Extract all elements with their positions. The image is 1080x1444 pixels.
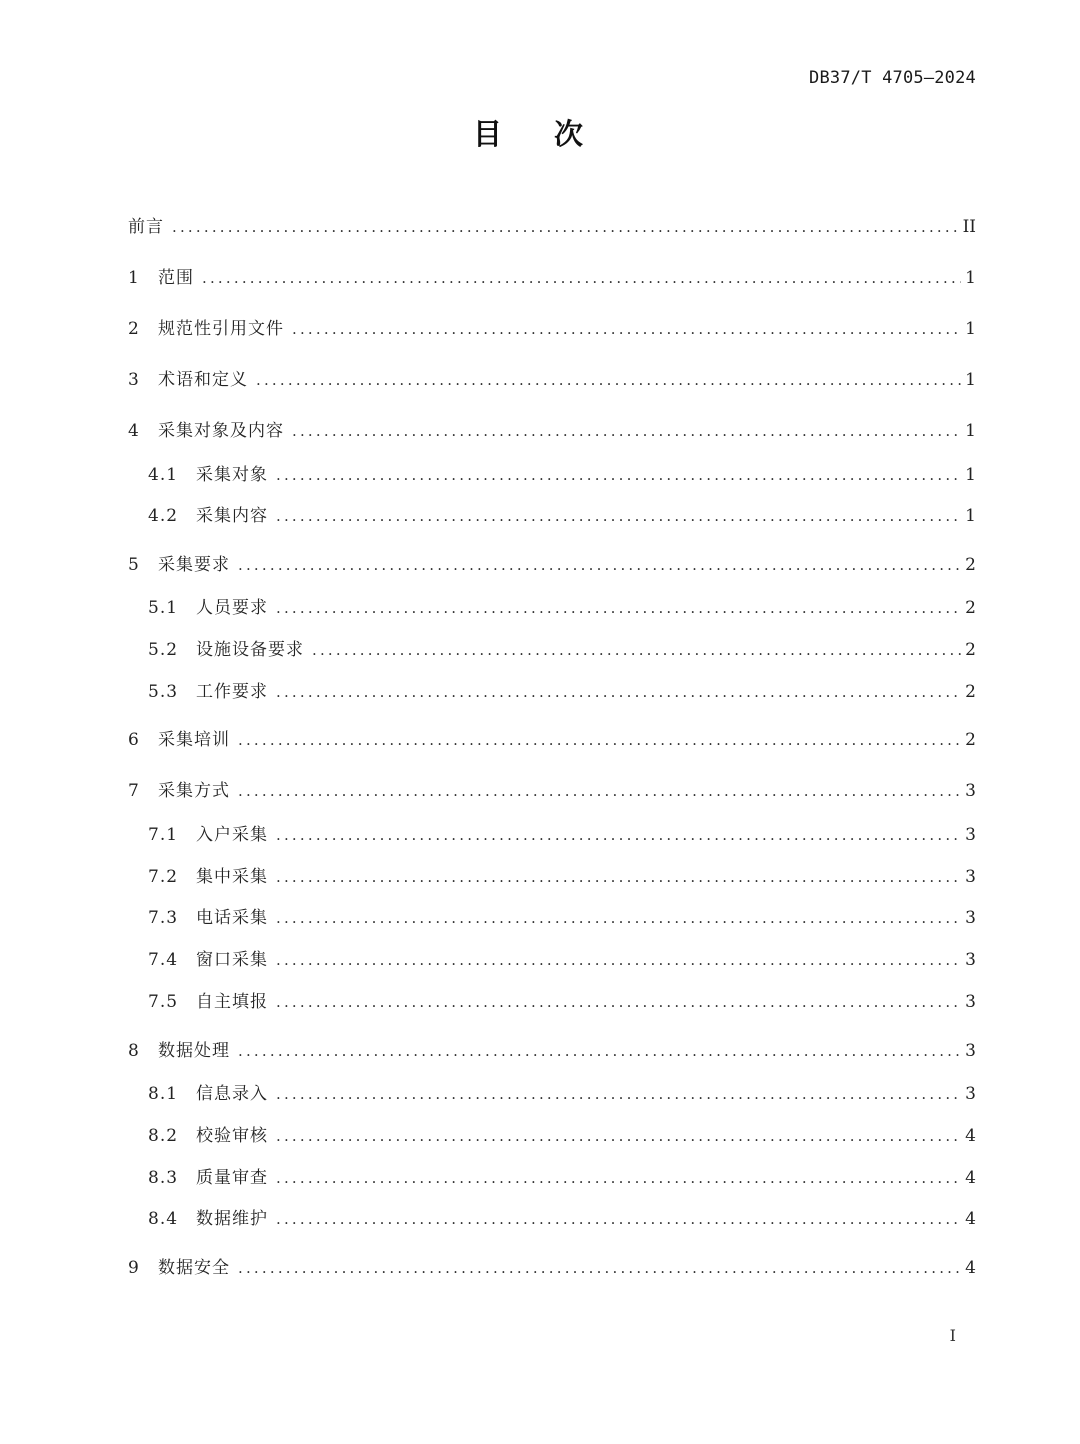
toc-entry-page: 3 [965, 992, 976, 1012]
toc-entry-page: 4 [965, 1209, 976, 1229]
toc-entry-8[interactable] [128, 1036, 976, 1066]
toc-entry-8-4[interactable] [148, 1204, 976, 1234]
dot-leader [276, 987, 961, 1017]
toc-entry-number: 4.1 [148, 465, 179, 485]
toc-entry-label: 质量审查 [196, 1168, 268, 1188]
dot-leader [276, 460, 961, 490]
dot-leader [238, 725, 961, 755]
toc-entry-page: 2 [965, 598, 976, 618]
toc-entry-7-2[interactable] [148, 862, 976, 892]
toc-entry-page: 4 [965, 1258, 976, 1278]
toc-entry-number: 9 [128, 1258, 139, 1278]
toc-entry-number: 3 [128, 370, 139, 390]
toc-entry-5-1[interactable] [148, 593, 976, 623]
toc-entry-foreword[interactable] [128, 212, 976, 242]
toc-entry-label: 窗口采集 [196, 950, 268, 970]
toc-entry-page: 2 [965, 682, 976, 702]
dot-leader [276, 1163, 961, 1193]
toc-entry-page: 1 [965, 268, 976, 288]
toc-entry-label: 信息录入 [196, 1084, 268, 1104]
toc-entry-number: 4 [128, 421, 139, 441]
toc-entry-6[interactable] [128, 725, 976, 755]
toc-entry-number: 7.5 [148, 992, 179, 1012]
toc-entry-2[interactable] [128, 314, 976, 344]
toc-entry-page: 3 [965, 867, 976, 887]
toc-entry-page: 1 [965, 465, 976, 485]
toc-entry-label: 采集培训 [158, 730, 230, 750]
toc-entry-4-2[interactable] [148, 501, 976, 531]
toc-entry-page: 2 [965, 555, 976, 575]
document-code: DB37/T 4705—2024 [809, 68, 976, 88]
toc-entry-number: 5 [128, 555, 139, 575]
toc-entry-number: 7 [128, 781, 139, 801]
toc-entry-8-3[interactable] [148, 1163, 976, 1193]
toc-entry-number: 5.2 [148, 640, 179, 660]
toc-entry-label: 集中采集 [196, 867, 268, 887]
toc-entry-label: 采集内容 [196, 506, 268, 526]
dot-leader [292, 314, 961, 344]
dot-leader [276, 945, 961, 975]
toc-entry-number: 2 [128, 319, 139, 339]
dot-leader [238, 550, 961, 580]
toc-entry-label: 电话采集 [196, 908, 268, 928]
dot-leader [276, 1079, 961, 1109]
toc-entry-page: II [962, 217, 976, 237]
toc-entry-page: 1 [965, 319, 976, 339]
toc-entry-page: 3 [965, 1084, 976, 1104]
toc-entry-page: 3 [965, 781, 976, 801]
toc-entry-label: 自主填报 [196, 992, 268, 1012]
toc-entry-8-2[interactable] [148, 1121, 976, 1151]
toc-entry-4[interactable] [128, 416, 976, 446]
toc-entry-7-4[interactable] [148, 945, 976, 975]
toc-entry-4-1[interactable] [148, 460, 976, 490]
toc-entry-number: 8 [128, 1041, 139, 1061]
toc-entry-5-3[interactable] [148, 677, 976, 707]
dot-leader [276, 903, 961, 933]
toc-entry-number: 5.1 [148, 598, 179, 618]
dot-leader [276, 677, 961, 707]
toc-entry-number: 5.3 [148, 682, 179, 702]
toc-entry-page: 4 [965, 1168, 976, 1188]
dot-leader [276, 1204, 961, 1234]
toc-entry-label: 采集方式 [158, 781, 230, 801]
toc-entry-number: 8.2 [148, 1126, 179, 1146]
toc-entry-number: 7.3 [148, 908, 179, 928]
toc-entry-5[interactable] [128, 550, 976, 580]
page-number: I [949, 1326, 956, 1345]
toc-entry-8-1[interactable] [148, 1079, 976, 1109]
dot-leader [276, 862, 961, 892]
toc-entry-number: 8.3 [148, 1168, 179, 1188]
toc-entry-page: 3 [965, 825, 976, 845]
toc-entry-label: 校验审核 [196, 1126, 268, 1146]
dot-leader [312, 635, 961, 665]
toc-entry-9[interactable] [128, 1253, 976, 1283]
dot-leader [292, 416, 961, 446]
toc-entry-7-1[interactable] [148, 820, 976, 850]
dot-leader [172, 212, 959, 242]
toc-entry-number: 7.4 [148, 950, 179, 970]
toc-entry-page: 2 [965, 640, 976, 660]
toc-entry-7[interactable] [128, 776, 976, 806]
toc-entry-label: 人员要求 [196, 598, 268, 618]
toc-entry-label: 前言 [128, 217, 164, 237]
dot-leader [238, 776, 961, 806]
toc-entry-number: 8.4 [148, 1209, 179, 1229]
dot-leader [276, 593, 961, 623]
toc-entry-page: 1 [965, 421, 976, 441]
toc-entry-label: 采集要求 [158, 555, 230, 575]
toc-entry-number: 8.1 [148, 1084, 179, 1104]
toc-entry-page: 4 [965, 1126, 976, 1146]
dot-leader [238, 1036, 961, 1066]
toc-entry-3[interactable] [128, 365, 976, 395]
toc-entry-label: 设施设备要求 [196, 640, 304, 660]
dot-leader [256, 365, 961, 395]
dot-leader [276, 1121, 961, 1151]
toc-entry-page: 1 [965, 506, 976, 526]
toc-entry-number: 7.2 [148, 867, 179, 887]
toc-entry-label: 工作要求 [196, 682, 268, 702]
toc-entry-label: 规范性引用文件 [158, 319, 284, 339]
toc-entry-7-3[interactable] [148, 903, 976, 933]
toc-entry-label: 数据处理 [158, 1041, 230, 1061]
toc-entry-number: 6 [128, 730, 139, 750]
page-title: 目次 [472, 117, 635, 151]
toc-entry-label: 采集对象 [196, 465, 268, 485]
toc-entry-7-5[interactable] [148, 987, 976, 1017]
toc-entry-1[interactable] [128, 263, 976, 293]
toc-entry-page: 3 [965, 950, 976, 970]
toc-entry-number: 4.2 [148, 506, 179, 526]
toc-entry-page: 3 [965, 1041, 976, 1061]
toc-entry-label: 数据安全 [158, 1258, 230, 1278]
toc-entry-number: 7.1 [148, 825, 179, 845]
toc-entry-page: 2 [965, 730, 976, 750]
toc-entry-label: 数据维护 [196, 1209, 268, 1229]
toc-entry-number: 1 [128, 268, 139, 288]
toc-entry-page: 3 [965, 908, 976, 928]
dot-leader [276, 501, 961, 531]
toc-entry-label: 范围 [158, 268, 194, 288]
toc-entry-label: 采集对象及内容 [158, 421, 284, 441]
toc-entry-5-2[interactable] [148, 635, 976, 665]
toc-entry-label: 入户采集 [196, 825, 268, 845]
dot-leader [276, 820, 961, 850]
dot-leader [202, 263, 961, 293]
toc-entry-page: 1 [965, 370, 976, 390]
dot-leader [238, 1253, 961, 1283]
toc-entry-label: 术语和定义 [158, 370, 248, 390]
